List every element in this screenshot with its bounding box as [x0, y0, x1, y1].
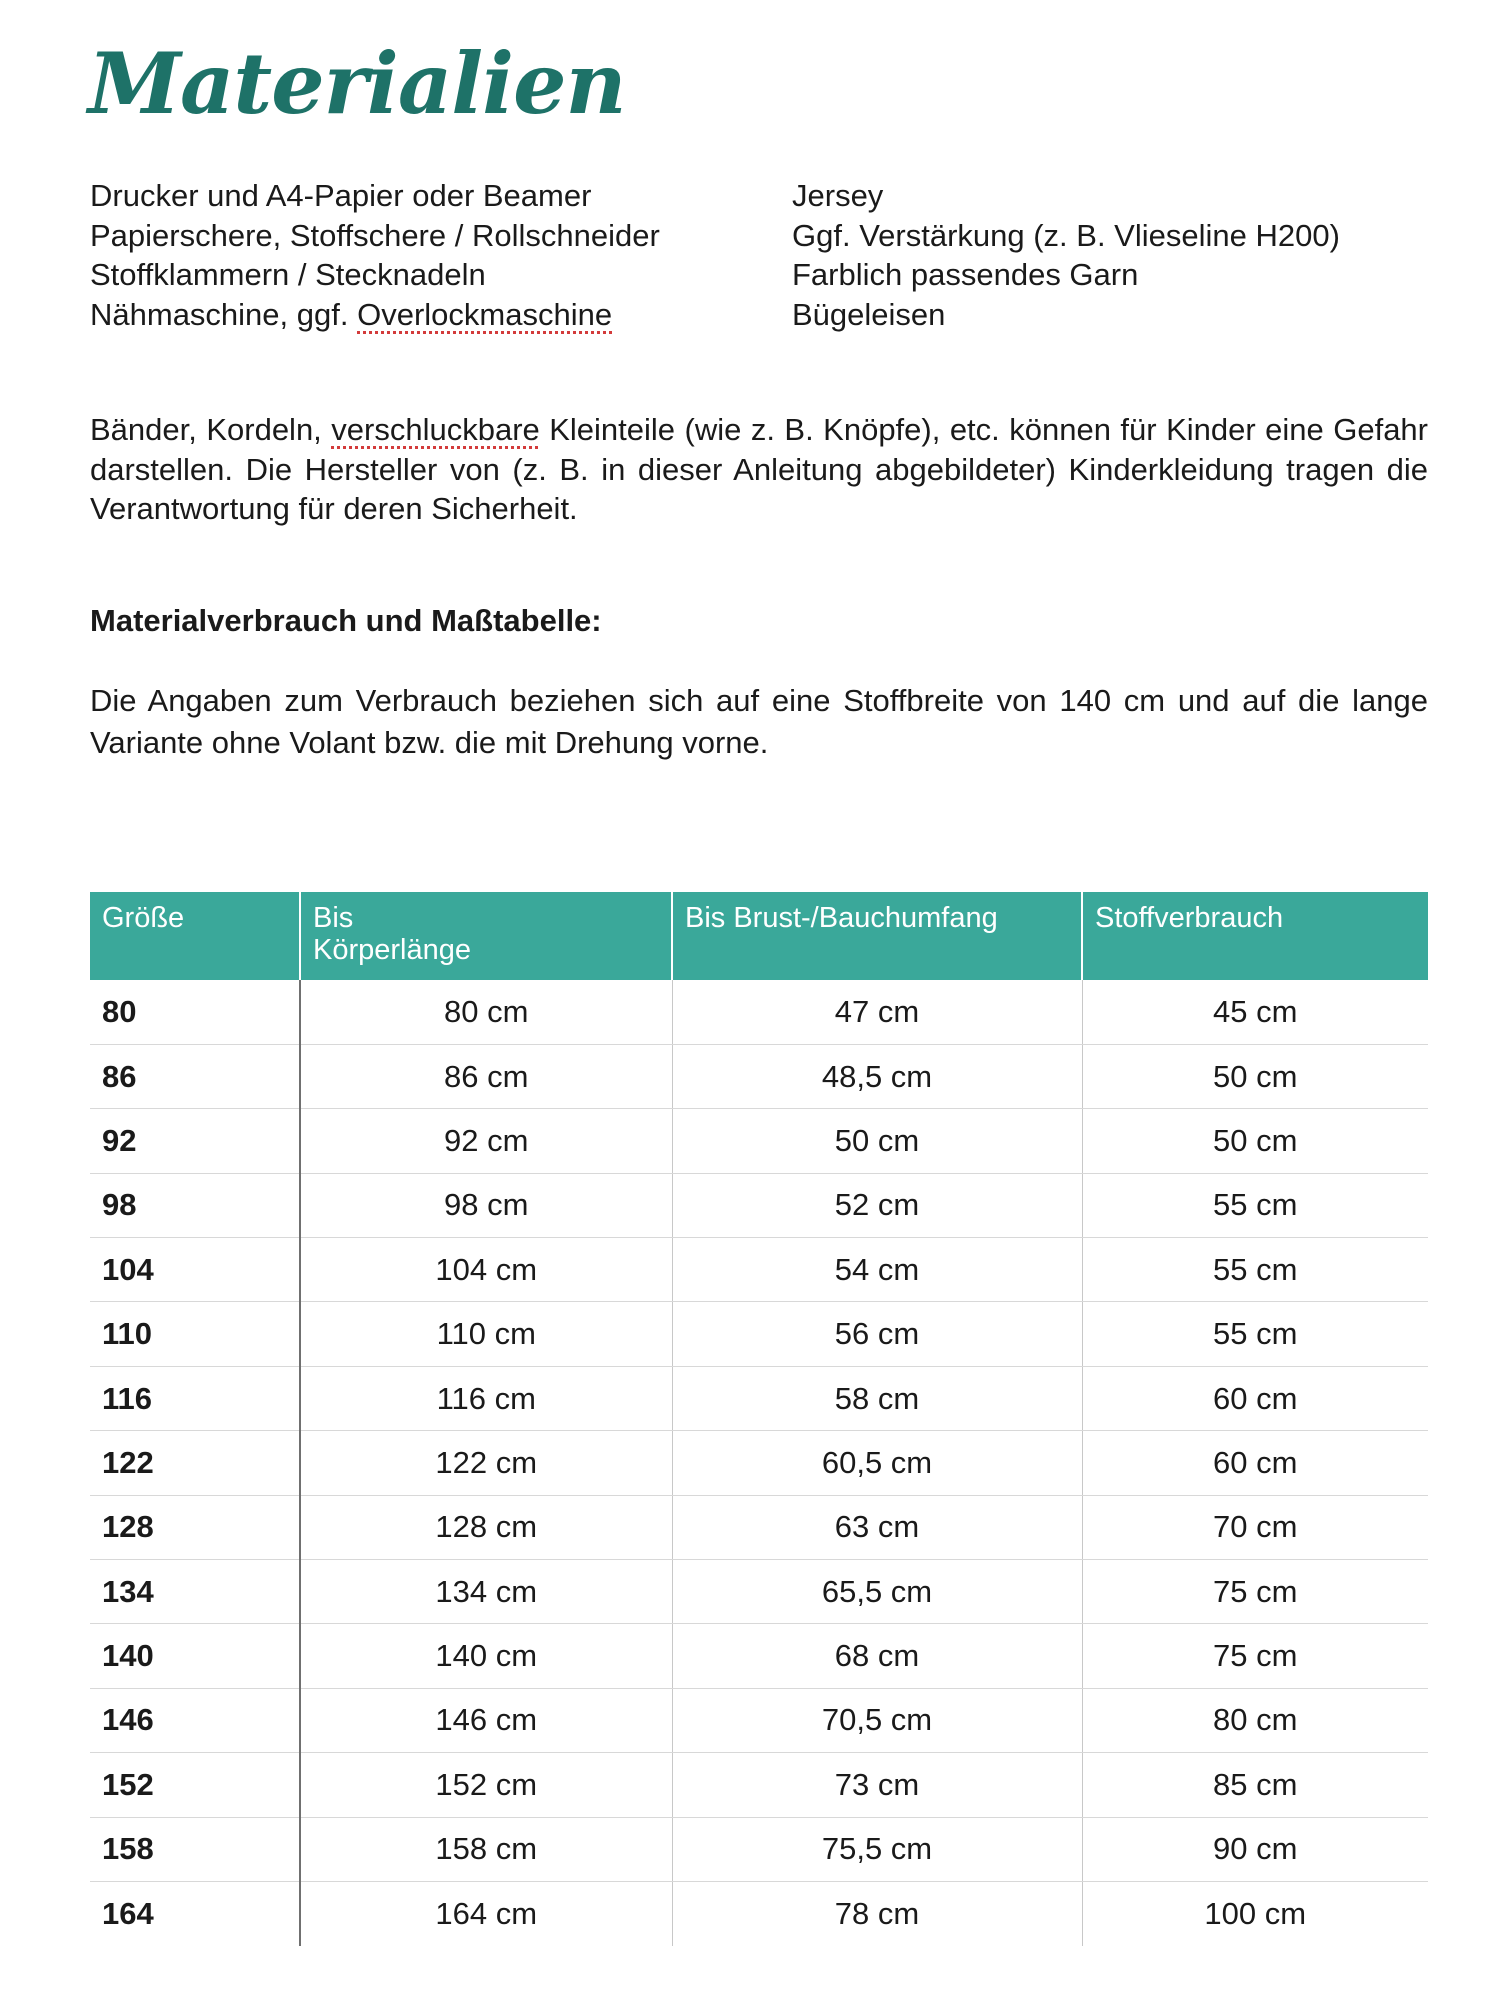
cell-body-length: 98 cm — [300, 1173, 672, 1237]
table-row — [90, 1366, 1428, 1430]
cell-chest-waist: 56 cm — [672, 1302, 1082, 1366]
cell-body-length: 116 cm — [300, 1366, 672, 1430]
cell-fabric-usage: 50 cm — [1082, 1109, 1428, 1173]
cell-body-length: 128 cm — [300, 1495, 672, 1559]
table-row — [90, 1624, 1428, 1688]
table-row — [90, 1302, 1428, 1366]
cell-body-length: 92 cm — [300, 1109, 672, 1173]
cell-body-length: 86 cm — [300, 1044, 672, 1108]
cell-body-length: 164 cm — [300, 1881, 672, 1945]
cell-body-length: 146 cm — [300, 1688, 672, 1752]
table-row — [90, 1817, 1428, 1881]
section-heading: Materialverbrauch und Maßtabelle: — [90, 603, 602, 638]
cell-size: 116 — [90, 1366, 300, 1430]
table-row — [90, 980, 1428, 1044]
cell-body-length: 134 cm — [300, 1560, 672, 1624]
cell-fabric-usage: 60 cm — [1082, 1431, 1428, 1495]
cell-size: 98 — [90, 1173, 300, 1237]
cell-body-length: 140 cm — [300, 1624, 672, 1688]
material-item-text: Nähmaschine, ggf. — [90, 296, 358, 332]
table-row — [90, 1109, 1428, 1173]
cell-body-length: 104 cm — [300, 1238, 672, 1302]
table-body — [90, 980, 1428, 1946]
header-label: Bis Brust-/Bauchumfang — [685, 902, 998, 934]
cell-chest-waist: 70,5 cm — [672, 1688, 1082, 1752]
cell-chest-waist: 75,5 cm — [672, 1817, 1082, 1881]
cell-fabric-usage: 55 cm — [1082, 1302, 1428, 1366]
supplies-column — [792, 176, 1340, 334]
warning-text-start: Bänder, Kordeln, — [90, 412, 332, 447]
cell-chest-waist: 52 cm — [672, 1173, 1082, 1237]
usage-note: Die Angaben zum Verbrauch beziehen sich auf eine Stoffbreite von 140 cm und auf die lange Variante ohne Volant bzw. die mit Drehung vorne. — [90, 683, 1428, 760]
cell-size: 122 — [90, 1431, 300, 1495]
cell-size: 104 — [90, 1238, 300, 1302]
material-item: Stoffklammern / Stecknadeln — [90, 257, 486, 292]
cell-chest-waist: 78 cm — [672, 1881, 1082, 1945]
cell-size: 110 — [90, 1302, 300, 1366]
cell-body-length: 158 cm — [300, 1817, 672, 1881]
cell-body-length: 152 cm — [300, 1753, 672, 1817]
material-item: Jersey — [792, 178, 884, 213]
cell-body-length: 122 cm — [300, 1431, 672, 1495]
cell-fabric-usage: 45 cm — [1082, 980, 1428, 1044]
safety-warning — [90, 410, 1428, 529]
cell-chest-waist: 48,5 cm — [672, 1044, 1082, 1108]
cell-size: 140 — [90, 1624, 300, 1688]
cell-fabric-usage: 75 cm — [1082, 1624, 1428, 1688]
warning-text-end: Kleinteile (wie z. B. Knöpfe), etc. können für Kinder eine Gefahr darstellen. Die Hersteller von (z. B. in dieser Anleitung abgebildeter) Kinderkleidung tragen die Verantwortung für deren Sicherheit. — [90, 412, 1428, 526]
cell-fabric-usage: 50 cm — [1082, 1044, 1428, 1108]
cell-size: 80 — [90, 980, 300, 1044]
table-row — [90, 1495, 1428, 1559]
cell-fabric-usage: 70 cm — [1082, 1495, 1428, 1559]
header-chest-waist — [672, 892, 1082, 980]
header-size — [90, 892, 300, 980]
cell-size: 92 — [90, 1109, 300, 1173]
cell-fabric-usage: 55 cm — [1082, 1173, 1428, 1237]
table-row — [90, 1753, 1428, 1817]
cell-size: 146 — [90, 1688, 300, 1752]
cell-chest-waist: 73 cm — [672, 1753, 1082, 1817]
cell-fabric-usage: 75 cm — [1082, 1560, 1428, 1624]
cell-chest-waist: 50 cm — [672, 1109, 1082, 1173]
cell-fabric-usage: 80 cm — [1082, 1688, 1428, 1752]
cell-chest-waist: 58 cm — [672, 1366, 1082, 1430]
cell-size: 134 — [90, 1560, 300, 1624]
cell-chest-waist: 54 cm — [672, 1238, 1082, 1302]
cell-chest-waist: 60,5 cm — [672, 1431, 1082, 1495]
table-row — [90, 1431, 1428, 1495]
cell-body-length: 110 cm — [300, 1302, 672, 1366]
cell-size: 158 — [90, 1817, 300, 1881]
table-header-row — [90, 892, 1428, 980]
cell-size: 164 — [102, 1895, 154, 1931]
cell-fabric-usage: 85 cm — [1082, 1753, 1428, 1817]
cell-size: 128 — [90, 1495, 300, 1559]
material-item: Farblich passendes Garn — [792, 257, 1139, 292]
table-row — [90, 1238, 1428, 1302]
material-item: Drucker und A4-Papier oder Beamer — [90, 178, 592, 213]
cell-fabric-usage: 90 cm — [1082, 1817, 1428, 1881]
table-row — [90, 1560, 1428, 1624]
header-fabric-usage — [1082, 892, 1428, 980]
table-row — [90, 1044, 1428, 1108]
material-item: Bügeleisen — [792, 296, 946, 332]
tools-column — [90, 176, 660, 334]
material-item: Ggf. Verstärkung (z. B. Vlieseline H200) — [792, 217, 1340, 253]
size-table — [90, 892, 1428, 1946]
cell-body-length: 80 cm — [300, 980, 672, 1044]
spellcheck-marked-word: Overlockmaschine — [357, 296, 613, 332]
cell-chest-waist: 65,5 cm — [672, 1560, 1082, 1624]
header-label: Stoffverbrauch — [1095, 902, 1284, 934]
material-item — [90, 295, 660, 335]
cell-chest-waist: 68 cm — [672, 1624, 1082, 1688]
header-body-length — [300, 892, 672, 980]
cell-chest-waist: 47 cm — [672, 980, 1082, 1044]
cell-size: 86 — [90, 1044, 300, 1108]
cell-chest-waist: 63 cm — [672, 1495, 1082, 1559]
table-row — [90, 1688, 1428, 1752]
cell-fabric-usage: 100 cm — [1082, 1881, 1428, 1945]
cell-size: 152 — [90, 1753, 300, 1817]
spellcheck-marked-word: verschluckbare — [331, 412, 540, 447]
header-label: Bis Körperlänge — [313, 902, 471, 966]
header-label: Größe — [102, 902, 185, 934]
material-item: Papierschere, Stoffschere / Rollschneider — [90, 217, 660, 253]
table-row — [90, 1173, 1428, 1237]
cell-fabric-usage: 60 cm — [1082, 1366, 1428, 1430]
page-title: Materialien — [88, 34, 626, 133]
table-row — [90, 1881, 1428, 1945]
cell-fabric-usage: 55 cm — [1082, 1238, 1428, 1302]
